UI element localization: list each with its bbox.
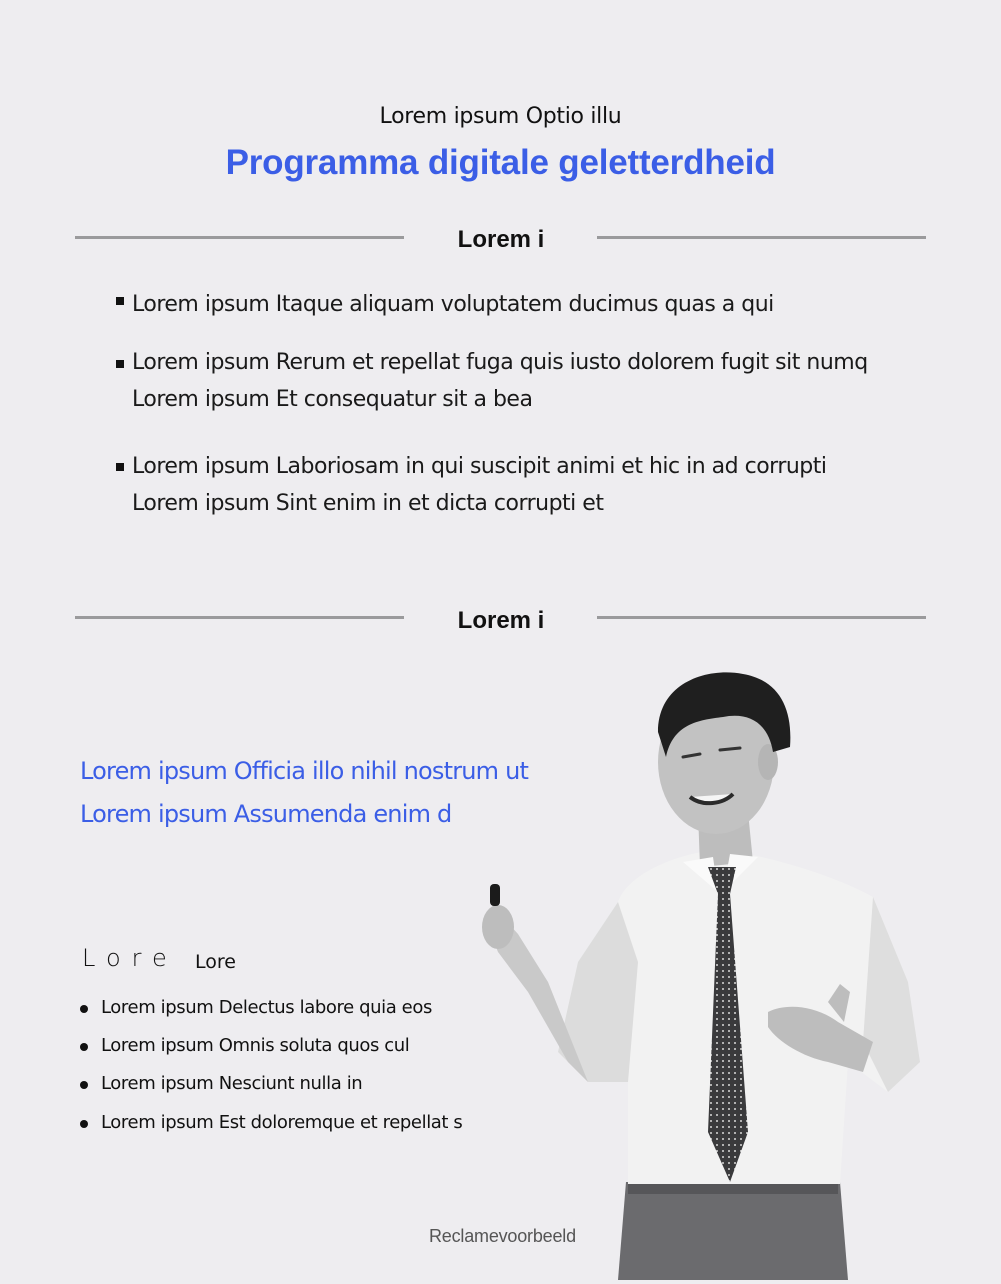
list-item: Lorem ipsum Omnis soluta quos cul	[101, 1035, 410, 1056]
divider-right	[597, 616, 926, 619]
square-bullet-icon	[116, 297, 124, 305]
list-item: Lorem ipsum Est doloremque et repellat s	[101, 1112, 463, 1133]
section-heading-2: Lorem i	[457, 607, 545, 634]
list-item-continued: Lorem ipsum Sint enim in et dicta corrupti et	[132, 491, 604, 516]
list-item: Lorem ipsum Rerum et repellat fuga quis iusto dolorem fugit sit numq	[132, 350, 868, 375]
list-item: Lorem ipsum Delectus labore quia eos	[101, 997, 432, 1018]
dot-bullet-icon	[80, 1005, 88, 1013]
advertisement-note: Reclamevoorbeeld	[429, 1226, 576, 1246]
divider-left	[75, 236, 404, 239]
dot-bullet-icon	[80, 1043, 88, 1051]
list-item: Lorem ipsum Laboriosam in qui suscipit animi et hic in ad corrupti	[132, 454, 827, 479]
page-subtitle: Lorem ipsum Optio illu	[379, 104, 622, 129]
presenter-photo	[468, 662, 940, 1280]
square-bullet-icon	[116, 360, 124, 368]
dot-bullet-icon	[80, 1081, 88, 1089]
highlight-line: Lorem ipsum Assumenda enim d	[80, 800, 452, 828]
sub-label: Lore	[195, 951, 236, 973]
page-title: Programma digitale geletterdheid	[225, 143, 776, 182]
list-item: Lorem ipsum Itaque aliquam voluptatem ducimus quas a qui	[132, 292, 774, 317]
highlight-line: Lorem ipsum Officia illo nihil nostrum ut	[80, 757, 529, 785]
divider-right	[597, 236, 926, 239]
sub-label-spaced: Lore	[82, 944, 178, 972]
divider-left	[75, 616, 404, 619]
section-heading-1: Lorem i	[457, 226, 545, 253]
dot-bullet-icon	[80, 1120, 88, 1128]
list-item-continued: Lorem ipsum Et consequatur sit a bea	[132, 387, 533, 412]
list-item: Lorem ipsum Nesciunt nulla in	[101, 1073, 363, 1094]
square-bullet-icon	[116, 463, 124, 471]
